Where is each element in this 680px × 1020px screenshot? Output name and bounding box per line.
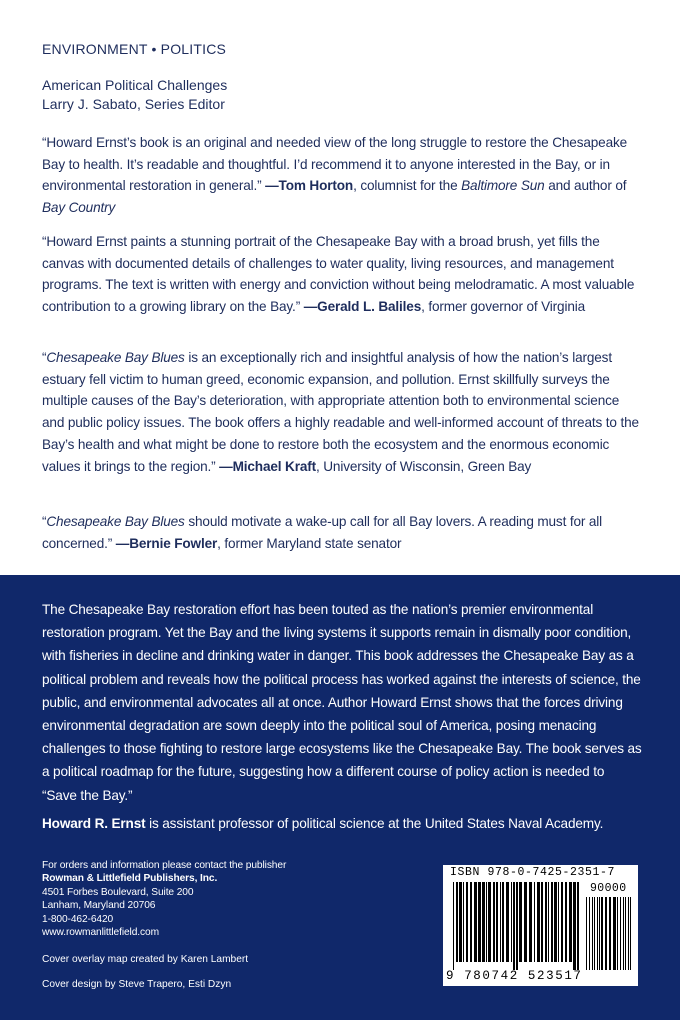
publisher-info (42, 859, 286, 939)
barcode-digits: 9 780742 523517 (446, 969, 583, 983)
series-name: American Political Challenges (42, 77, 228, 93)
quote-text: should motivate a wake-up call for all Bay lovers. A reading must for all concerned.” (42, 514, 603, 551)
barcode-bar (545, 882, 547, 962)
author-bio-text: is assistant professor of political science at the United States Naval Academy. (145, 816, 604, 831)
barcode-bar (541, 882, 543, 962)
publisher-street: 4501 Forbes Boulevard, Suite 200 (42, 886, 194, 898)
barcode-bar (617, 897, 618, 970)
quote-author: —Michael Kraft (219, 458, 317, 474)
quote-affiliation: , University of Wisconsin, Green Bay (316, 458, 532, 474)
barcode-bar (466, 882, 468, 962)
barcode-bar (486, 882, 487, 962)
quote-affiliation: , columnist for the (353, 178, 462, 194)
quote-affiliation: , former Maryland state senator (217, 535, 402, 551)
author-bio (42, 816, 642, 831)
endorsement-quote (42, 132, 642, 219)
book-title: Bay Country (42, 200, 116, 216)
barcode-bar (506, 882, 509, 962)
series-editor: Larry J. Sabato, Series Editor (42, 96, 225, 112)
endorsement-quote (42, 511, 642, 554)
quote-affiliation: , former governor of Virginia (421, 299, 586, 315)
design-credit: Cover design by Steve Trapero, Esti Dzyn (42, 979, 232, 990)
barcode-bar (558, 882, 559, 962)
barcode-bar (586, 897, 587, 970)
barcode-bar (613, 897, 616, 970)
barcode-bar (500, 882, 501, 962)
barcode-bar (493, 882, 495, 962)
barcode-bar (474, 882, 477, 962)
barcode-bar (605, 897, 607, 970)
barcode-bar (453, 882, 454, 970)
barcode-bar (459, 882, 462, 962)
publisher-phone: 1-800-462-6420 (42, 913, 114, 925)
quote-affiliation: and author of (544, 178, 627, 194)
isbn-label: ISBN 978-0-7425-2351-7 (450, 866, 616, 879)
barcode-bar (569, 882, 572, 962)
book-description: The Chesapeake Bay restoration effort has been touted as the nation’s premier environmental restoration program. Yet the Bay and the living systems it supports remain in dismally poor condition, with fisheries in decline and drinking water in danger. This book addresses the Chesapeake Bay as a political problem and reveals how the political process has worked against the interests of science, the public, and environmental advocates all at once. Author Howard Ernst shows that the forces driving environmental degradation are sown deeply into the political soul of America, posing menacing challenges to those fighting to restore large ecosystems like the Chesapeake Bay. The book serves as a political roadmap for the future, suggesting how a different course of policy action is needed to “Save the Bay.” (42, 602, 642, 803)
barcode-bar (488, 882, 491, 962)
barcode-bar (599, 897, 600, 970)
barcode-bar (620, 897, 621, 970)
barcode-bar (561, 882, 563, 962)
barcode-bar (534, 882, 535, 962)
barcode-bar (529, 882, 532, 962)
barcode-bar (478, 882, 481, 962)
publisher-name: Rowman & Littlefield Publishers, Inc. (42, 873, 218, 885)
endorsement-quote (42, 347, 642, 477)
barcode-bar (551, 882, 553, 962)
open-quote: “ (42, 514, 47, 529)
barcode-bar (577, 882, 579, 970)
map-credit: Cover overlay map created by Karen Lambert (42, 954, 249, 965)
barcode-bar (524, 882, 527, 962)
category-label: ENVIRONMENT • POLITICS (42, 41, 227, 57)
barcode-bar (554, 882, 557, 962)
barcode-bar (592, 897, 593, 970)
barcode-bar (516, 882, 518, 970)
barcode-bar (597, 897, 598, 970)
price-code: 90000 (590, 882, 627, 895)
barcode-bar (456, 882, 458, 962)
quote-author: —Bernie Fowler (115, 535, 218, 551)
barcode-bar (594, 897, 595, 970)
barcode-bar (482, 882, 485, 962)
endorsement-quote (42, 231, 642, 318)
barcode-bar (623, 897, 624, 970)
publisher-city: Lanham, Maryland 20706 (42, 900, 156, 912)
barcode-bar (573, 882, 576, 970)
barcode-bars (453, 882, 579, 970)
book-title: Chesapeake Bay Blues (46, 514, 185, 529)
open-quote: “ (42, 350, 47, 365)
series-info (42, 76, 227, 114)
publication-title: Baltimore Sun (461, 178, 545, 194)
publisher-website: www.rowmanlittlefield.com (42, 927, 159, 939)
barcode-bar (630, 897, 631, 970)
addon-barcode-bars (586, 897, 632, 970)
quote-text: “Howard Ernst paints a stunning portrait of the Chesapeake Bay with a broad brush, yet fills the canvas with documented details of challenges to water quality, living resources, and management programs. The text is written with energy and conviction without being melodramatic. A most valuable contribution to a growing library on the Bay.” (42, 234, 635, 315)
barcode-bar (548, 882, 549, 962)
barcode-bar (470, 882, 472, 962)
quote-author: —Tom Horton (265, 178, 354, 194)
barcode-bar (565, 882, 567, 962)
barcode-bar (519, 882, 522, 962)
barcode-bar (601, 897, 603, 970)
barcode-bar (537, 882, 540, 962)
barcode-bar (513, 882, 515, 970)
author-name: Howard R. Ernst (42, 816, 146, 831)
quote-text: “Howard Ernst’s book is an original and needed view of the long struggle to restore the Chesapeake Bay to health. It’s readable and thoughtful. I’d recommend it to anyone interested in the Bay, or in environmental restoration in general.” (42, 135, 628, 194)
isbn-barcode (443, 865, 638, 986)
barcode-bar (628, 897, 629, 970)
barcode-bar (502, 882, 504, 962)
publisher-intro: For orders and information please contact the publisher (42, 860, 287, 871)
barcode-bar (496, 882, 498, 962)
barcode-bar (609, 897, 611, 970)
barcode-bar (625, 897, 626, 970)
quote-author: —Gerald L. Baliles (303, 299, 422, 315)
barcode-bar (589, 897, 590, 970)
barcode-bar (511, 882, 512, 962)
barcode-bar (463, 882, 464, 962)
quote-text: is an exceptionally rich and insightful analysis of how the nation’s largest estuary fell victim to human greed, economic expansion, and pollution. Ernst skillfully surveys the multiple causes of the Bay’s deterioration, with appropriate attention both to environmental science and public policy issues. The book offers a highly readable and well-informed account of threats to the Bay’s health and what might be done to restore both the ecosystem and the enormous economic values it brings to the region.” (42, 350, 639, 474)
book-title: Chesapeake Bay Blues (46, 350, 185, 365)
